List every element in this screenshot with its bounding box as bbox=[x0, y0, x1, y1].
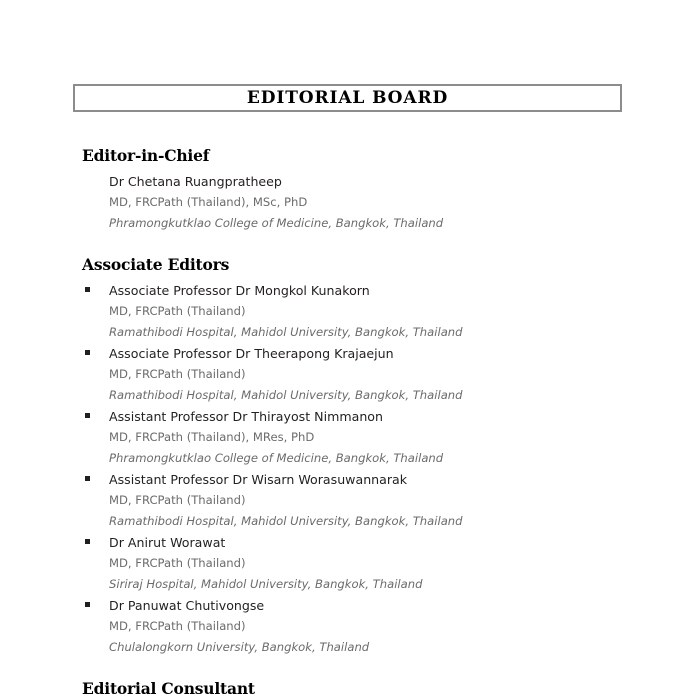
section-heading: Associate Editors bbox=[82, 255, 230, 274]
person-credentials: MD, FRCPath (Thailand), MSc, PhD bbox=[109, 195, 308, 209]
section bbox=[0, 679, 700, 698]
person-affiliation: Phramongkutklao College of Medicine, Bangkok, Thailand bbox=[109, 216, 444, 230]
square-bullet-icon bbox=[85, 602, 90, 607]
person-credentials: MD, FRCPath (Thailand) bbox=[109, 304, 246, 318]
person-name: Dr Chetana Ruangpratheep bbox=[109, 174, 282, 189]
person-affiliation: Ramathibodi Hospital, Mahidol University, Bangkok, Thailand bbox=[109, 388, 463, 402]
list-item bbox=[109, 469, 700, 532]
editorial-board-banner bbox=[73, 84, 622, 112]
list-item bbox=[109, 343, 700, 406]
person-credentials: MD, FRCPath (Thailand) bbox=[109, 556, 246, 570]
person-name: Assistant Professor Dr Wisarn Worasuwannarak bbox=[109, 472, 408, 487]
person-affiliation: Ramathibodi Hospital, Mahidol University, Bangkok, Thailand bbox=[109, 325, 463, 339]
person-affiliation: Phramongkutklao College of Medicine, Bangkok, Thailand bbox=[109, 451, 444, 465]
person-credentials: MD, FRCPath (Thailand) bbox=[109, 493, 246, 507]
section bbox=[0, 146, 700, 234]
person-affiliation: Chulalongkorn University, Bangkok, Thailand bbox=[109, 640, 370, 654]
editorial-board-content bbox=[0, 146, 700, 700]
square-bullet-icon bbox=[85, 413, 90, 418]
section bbox=[0, 255, 700, 658]
section-heading: Editor-in-Chief bbox=[82, 146, 210, 165]
person-name: Dr Anirut Worawat bbox=[109, 535, 226, 550]
person-credentials: MD, FRCPath (Thailand) bbox=[109, 619, 246, 633]
person-name: Assistant Professor Dr Thirayost Nimmanon bbox=[109, 409, 383, 424]
square-bullet-icon bbox=[85, 350, 90, 355]
person-list bbox=[0, 280, 700, 658]
person-name: Associate Professor Dr Mongkol Kunakorn bbox=[109, 283, 370, 298]
person-affiliation: Siriraj Hospital, Mahidol University, Bangkok, Thailand bbox=[109, 577, 423, 591]
list-item bbox=[109, 280, 700, 343]
person-name: Dr Panuwat Chutivongse bbox=[109, 598, 265, 613]
list-item bbox=[109, 532, 700, 595]
square-bullet-icon bbox=[85, 287, 90, 292]
square-bullet-icon bbox=[85, 539, 90, 544]
person-credentials: MD, FRCPath (Thailand), MRes, PhD bbox=[109, 430, 315, 444]
square-bullet-icon bbox=[85, 476, 90, 481]
person-affiliation: Ramathibodi Hospital, Mahidol University, Bangkok, Thailand bbox=[109, 514, 463, 528]
person-credentials: MD, FRCPath (Thailand) bbox=[109, 367, 246, 381]
person-name: Associate Professor Dr Theerapong Krajaejun bbox=[109, 346, 394, 361]
list-item bbox=[109, 595, 700, 658]
page-title: EDITORIAL BOARD bbox=[246, 88, 449, 108]
person-block bbox=[109, 171, 700, 234]
section-heading: Editorial Consultant bbox=[82, 679, 255, 698]
list-item bbox=[109, 406, 700, 469]
